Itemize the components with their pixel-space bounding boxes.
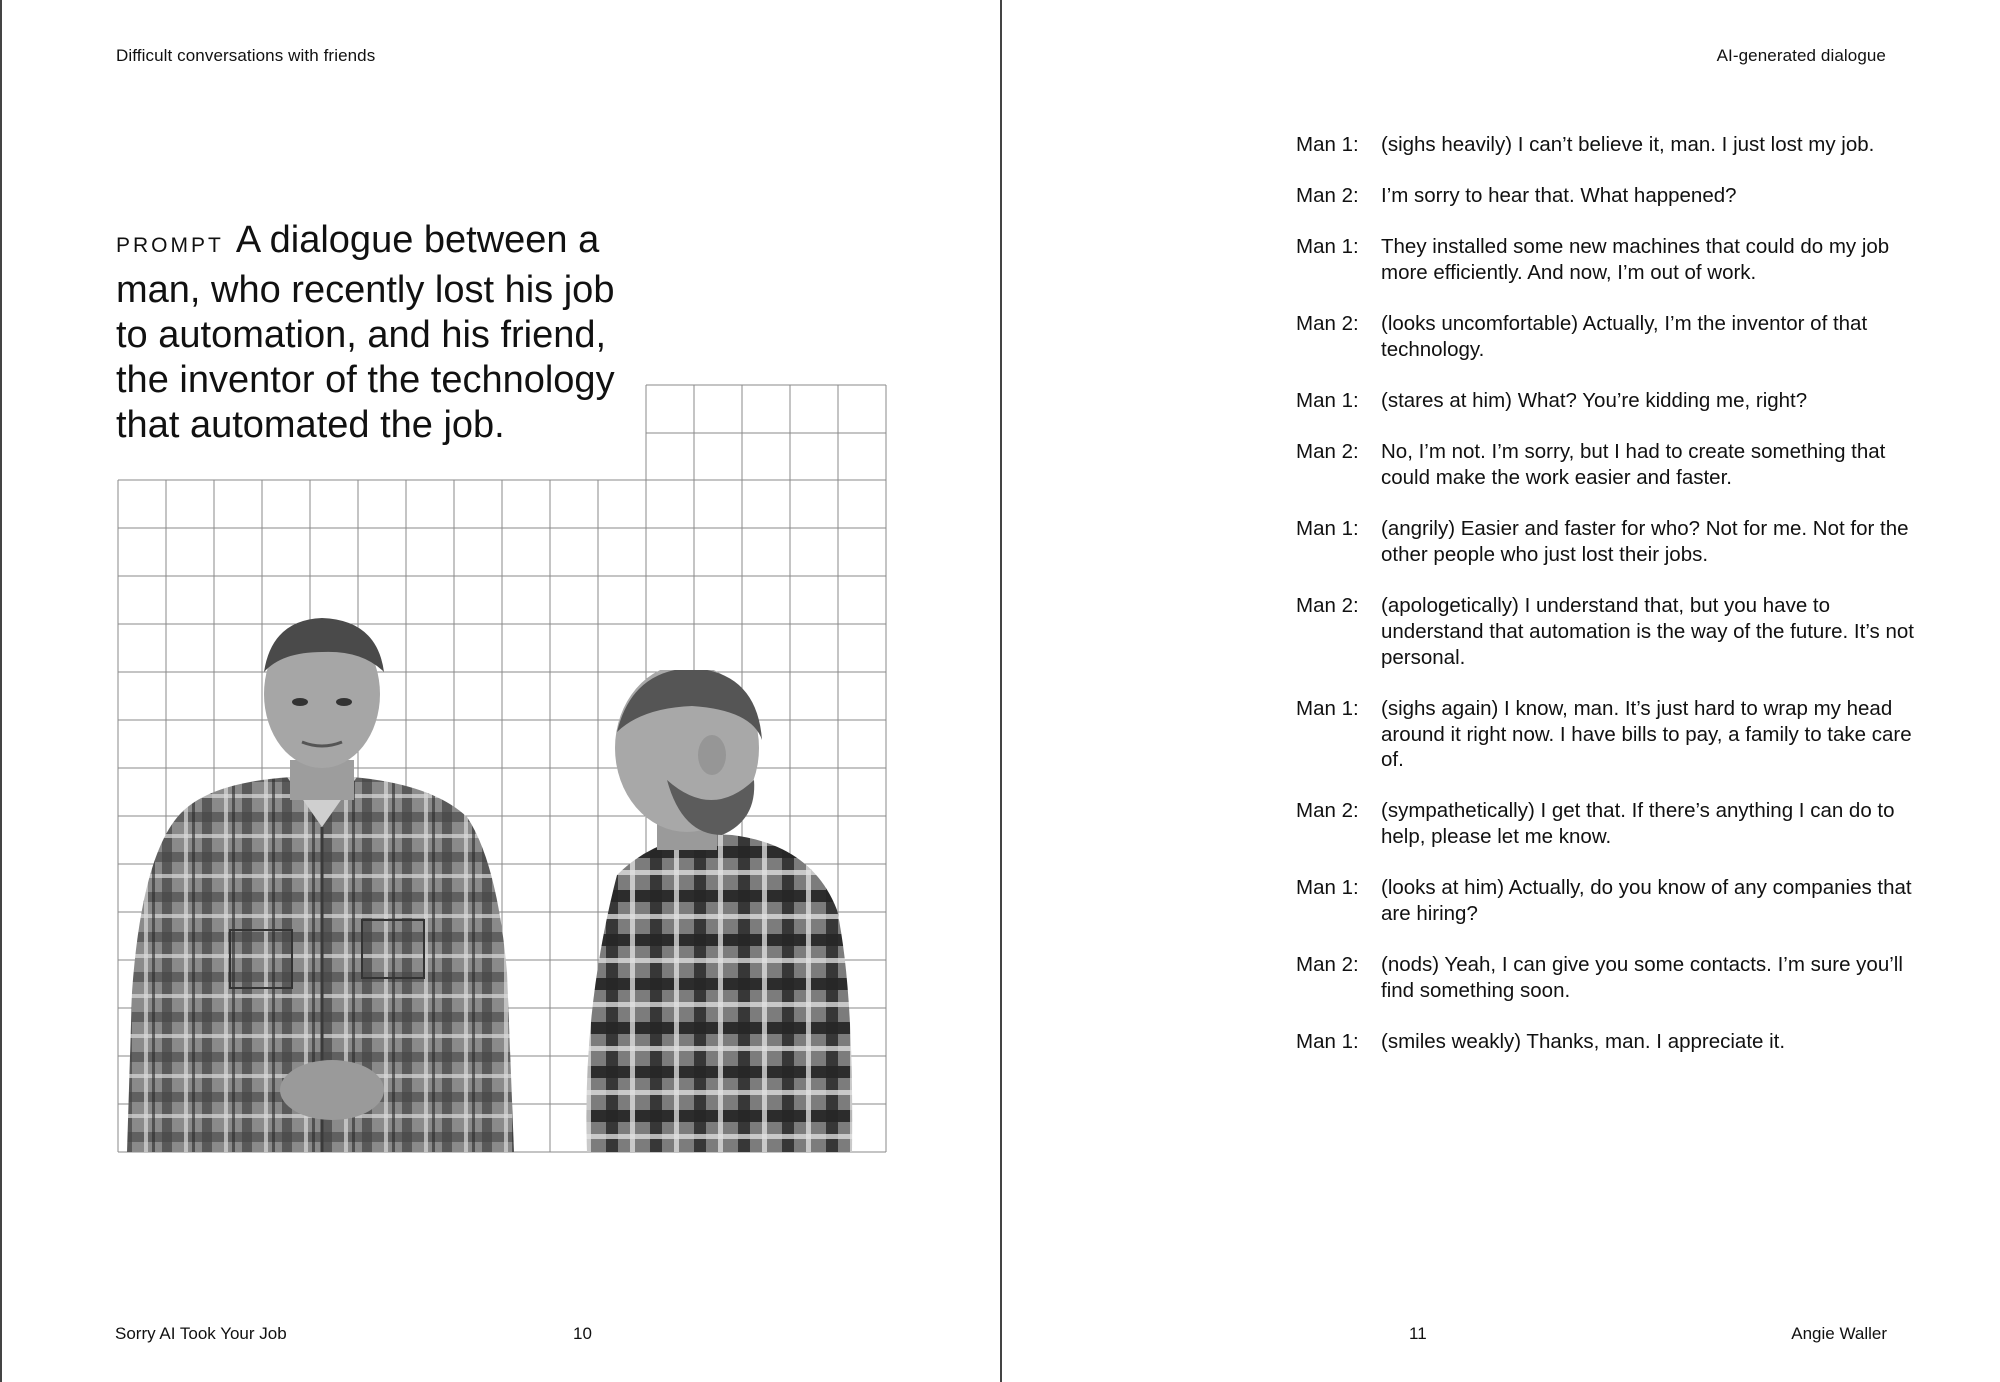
dialogue-text: They installed some new machines that could do my job more efficiently. And now, I’m out of work. <box>1381 235 1890 285</box>
speaker-label: Man 1: <box>1296 517 1359 541</box>
dialogue-line <box>1296 439 1926 490</box>
dialogue-line <box>1296 516 1926 567</box>
dialogue-text: (sympathetically) I get that. If there’s anything I can do to help, please let me know. <box>1381 799 1895 849</box>
speaker-label: Man 2: <box>1296 594 1359 618</box>
dialogue-text: (looks at him) Actually, do you know of any companies that are hiring? <box>1381 876 1912 926</box>
right-page-number: 11 <box>1409 1324 1427 1343</box>
dialogue-line <box>1296 798 1926 849</box>
dialogue-line <box>1296 388 1926 414</box>
speaker-label: Man 1: <box>1296 1030 1359 1054</box>
speaker-label: Man 1: <box>1296 235 1359 259</box>
dialogue-text: (angrily) Easier and faster for who? Not for me. Not for the other people who just lost their jobs. <box>1381 517 1909 567</box>
prompt-text: A dialogue between a man, who recently lost his job to automation, and his friend, the inventor of the technology that automated the job. <box>116 219 615 446</box>
dialogue-line <box>1296 952 1926 1003</box>
right-page <box>1000 0 2000 1382</box>
prompt-label: PROMPT <box>116 234 224 257</box>
two-men-plaid-shirts-photo-man-2 <box>562 670 858 1152</box>
right-running-head: AI-generated dialogue <box>1716 46 1886 65</box>
left-footer-title: Sorry AI Took Your Job <box>115 1324 287 1343</box>
speaker-label: Man 1: <box>1296 876 1359 900</box>
dialogue-text: I’m sorry to hear that. What happened? <box>1381 184 1737 208</box>
dialogue-text: (sighs heavily) I can’t believe it, man. I just lost my job. <box>1381 133 1875 156</box>
dialogue-text: (apologetically) I understand that, but you have to understand that automation is the way of the future. It’s not personal. <box>1381 594 1914 669</box>
dialogue-text: (sighs again) I know, man. It’s just hard to wrap my head around it right now. I have bills to pay, a family to take care of. <box>1381 696 1912 772</box>
dialogue-line <box>1296 875 1926 926</box>
dialogue-line <box>1296 311 1926 362</box>
dialogue-text: (nods) Yeah, I can give you some contacts. I’m sure you’ll find something soon. <box>1381 953 1903 1002</box>
speaker-label: Man 2: <box>1296 312 1359 336</box>
speaker-label: Man 1: <box>1296 133 1359 156</box>
left-running-head: Difficult conversations with friends <box>116 46 376 65</box>
dialogue-line <box>1296 234 1926 285</box>
dialogue-line <box>1296 696 1926 773</box>
dialogue-text: No, I’m not. I’m sorry, but I had to create something that could make the work easier and faster. <box>1381 440 1886 490</box>
dialogue-line <box>1296 132 1926 158</box>
dialogue-list <box>1296 132 1926 1080</box>
speaker-label: Man 1: <box>1296 696 1359 720</box>
speaker-label: Man 2: <box>1296 440 1359 464</box>
speaker-label: Man 2: <box>1296 799 1359 823</box>
dialogue-text: (stares at him) What? You’re kidding me, right? <box>1381 389 1808 413</box>
dialogue-text: (looks uncomfortable) Actually, I’m the inventor of that technology. <box>1381 312 1868 362</box>
author-name: Angie Waller <box>1791 1324 1887 1343</box>
speaker-label: Man 1: <box>1296 389 1359 413</box>
left-page-number: 10 <box>573 1324 592 1343</box>
speaker-label: Man 2: <box>1296 953 1359 977</box>
dialogue-text: (smiles weakly) Thanks, man. I appreciate it. <box>1381 1030 1786 1054</box>
dialogue-line <box>1296 593 1926 670</box>
two-men-plaid-shirts-photo-man-1 <box>122 612 522 1152</box>
speaker-label: Man 2: <box>1296 184 1359 208</box>
dialogue-line <box>1296 183 1926 209</box>
dialogue-line <box>1296 1029 1926 1055</box>
